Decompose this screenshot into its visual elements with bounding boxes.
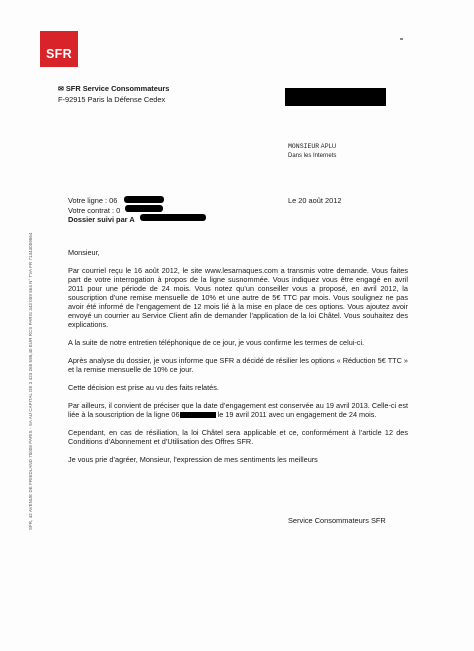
- recipient-block: [288, 142, 336, 161]
- paragraph-5: [68, 401, 408, 419]
- scan-mark: [400, 38, 403, 40]
- signature: Service Consommateurs SFR: [288, 516, 386, 525]
- salutation: Monsieur,: [68, 248, 100, 257]
- envelope-icon: ✉: [58, 86, 64, 93]
- paragraph-2: A la suite de notre entretien téléphonique de ce jour, je vous confirme les termes de celui-ci.: [68, 338, 365, 347]
- paragraph-6: Cependant, en cas de résiliation, la loi Châtel sera applicable et ce, conformément à l’article 12 des Conditions d’Abonnement et d’Utilisation des Offres SFR.: [68, 428, 408, 446]
- side-legal-text: SFR, 42 AVENUE DE FRIEDLAND 75008 PARIS - SA AU CAPITAL DE 3 423 265 598,40 EUR RCS PARIS 343 059 564 N° TVA FR 71343059564: [28, 232, 33, 530]
- closing: Je vous prie d’agréer, Monsieur, l’expression de mes sentiments les meilleurs: [68, 455, 318, 464]
- paragraph-3: Après analyse du dossier, je vous informe que SFR a décidé de résilier les options « Réduction 5€ TTC » et la remise mensuelle de 10% ce jour.: [68, 356, 408, 374]
- sfr-logo: SFR: [40, 31, 78, 67]
- redacted-line-number: [180, 412, 216, 418]
- paragraph-4: Cette décision est prise au vu des faits relatés.: [68, 383, 219, 392]
- redacted-suivi: [140, 214, 206, 221]
- suivi-label: Dossier suivi par A: [68, 215, 135, 224]
- paragraph-5b: le 19 avril 2011 avec un engagement de 24 mois.: [215, 410, 377, 419]
- sender-name: SFR Service Consommateurs: [65, 84, 170, 93]
- recipient-name-suffix: APLU: [320, 144, 337, 150]
- sender-block: [58, 84, 169, 105]
- redacted-contrat: [125, 205, 163, 212]
- contrat-label: Votre contrat : 0: [68, 205, 121, 215]
- redacted-ligne: [124, 196, 164, 203]
- sender-name-line: [58, 84, 169, 95]
- sender-address: F-92915 Paris la Défense Cedex: [58, 95, 166, 104]
- redacted-recipient-header: [285, 88, 386, 106]
- letter-date: Le 20 août 2012: [288, 196, 342, 205]
- ligne-label: Votre ligne : 06: [68, 196, 118, 205]
- paragraph-1: Par courriel reçu le 16 août 2012, le site www.lesarnaques.com a transmis votre demande. Vous faites part de votre interrogation à propos de la ligne susnommée. Vous indiquez vous être engagé en avril 2011 pour une période de 24 mois. Vous notez qu’un conseiller vous a proposé, en avril 2012, la souscription d’une remise mensuelle de 10% et une autre de 5€ TTC par mois. Vous soulignez ne pas avoir été informé de l’engagement de 12 mois lié à la mise en place de ces options. Vous ajoutez avoir envoyé un courrier au Service Client afin de demander l’application de la loi Châtel. Vous souhaitez des explications.: [68, 266, 408, 329]
- recipient-name: MONSIEUR: [288, 143, 320, 150]
- recipient-line2: Dans les Internets: [288, 153, 337, 159]
- letter-body: [68, 248, 408, 473]
- paragraph-5a: Par ailleurs, il convient de préciser que la date d’engagement est conservée au 19 avril 2013. Celle-ci est liée à la souscription de la ligne 06: [68, 401, 408, 419]
